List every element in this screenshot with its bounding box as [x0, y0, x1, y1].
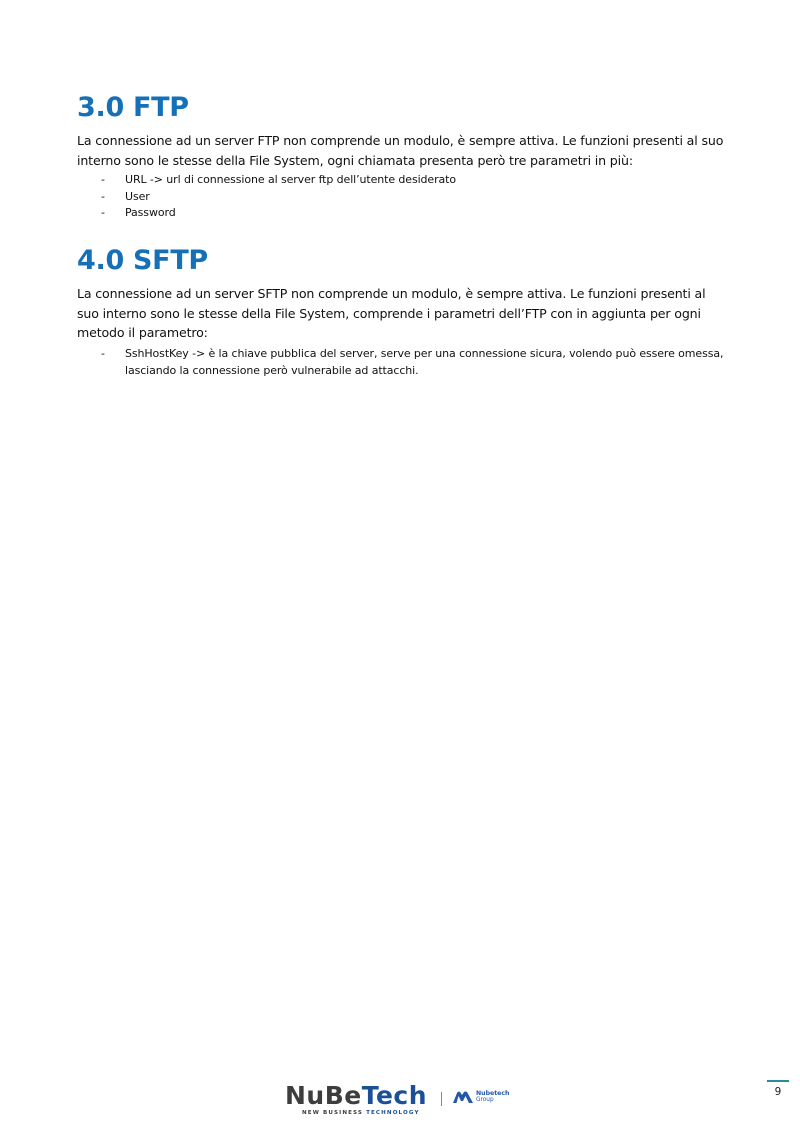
logo-wordmark-part2: Tech [361, 1081, 428, 1110]
logo-tagline-part1: NEW BUSINESS [302, 1110, 367, 1116]
logo-wordmark-part1: NuBe [285, 1081, 362, 1110]
bullet-marker: - [101, 347, 105, 360]
bullet-list-ftp [101, 172, 731, 222]
page-number-rule [767, 1080, 789, 1082]
nubetech-group-mark-icon [452, 1090, 474, 1104]
bullet-marker: - [101, 173, 105, 186]
bullet-marker: - [101, 189, 105, 203]
section-paragraph-ftp: La connessione ad un server FTP non comprende un modulo, è sempre attiva. Le funzioni presenti al suo interno sono le stesse della File System, ogni chiamata presenta però tre parametri in più: [77, 133, 724, 168]
bullet-marker: - [101, 206, 105, 219]
section-paragraph-sftp: La connessione ad un server SFTP non comprende un modulo, è sempre attiva. Le funzioni presenti al suo interno sono le stesse della File System, comprende i parametri dell’FTP con in aggiunta per ogni metodo il parametro: [77, 286, 706, 340]
group-subtitle: Group [476, 1097, 494, 1103]
bullet-list-sftp [101, 346, 731, 379]
list-item [101, 172, 731, 189]
group-name: Nubetech [476, 1090, 510, 1097]
nubetech-logo-wordmark [285, 1082, 427, 1110]
list-item [101, 189, 731, 206]
section-title-ftp: 3.0 FTP [77, 92, 189, 123]
list-item-text: URL -> url di connessione al server ftp dell’utente desiderato [125, 173, 456, 186]
list-item-text: Password [125, 206, 176, 219]
logo-divider [441, 1092, 442, 1106]
list-item [101, 346, 731, 379]
list-item-text: SshHostKey -> è la chiave pubblica del server, serve per una connessione sicura, volendo può essere omessa, lasciando la connessione però vulnerabile ad attacchi. [125, 347, 724, 377]
list-item-text: User [125, 189, 150, 203]
list-item [101, 205, 731, 222]
section-title-sftp: 4.0 SFTP [77, 245, 208, 276]
logo-tagline [302, 1110, 420, 1117]
footer-logo [285, 1082, 515, 1118]
logo-tagline-part2: TECHNOLOGY [366, 1110, 420, 1116]
page-number: 9 [774, 1086, 782, 1098]
